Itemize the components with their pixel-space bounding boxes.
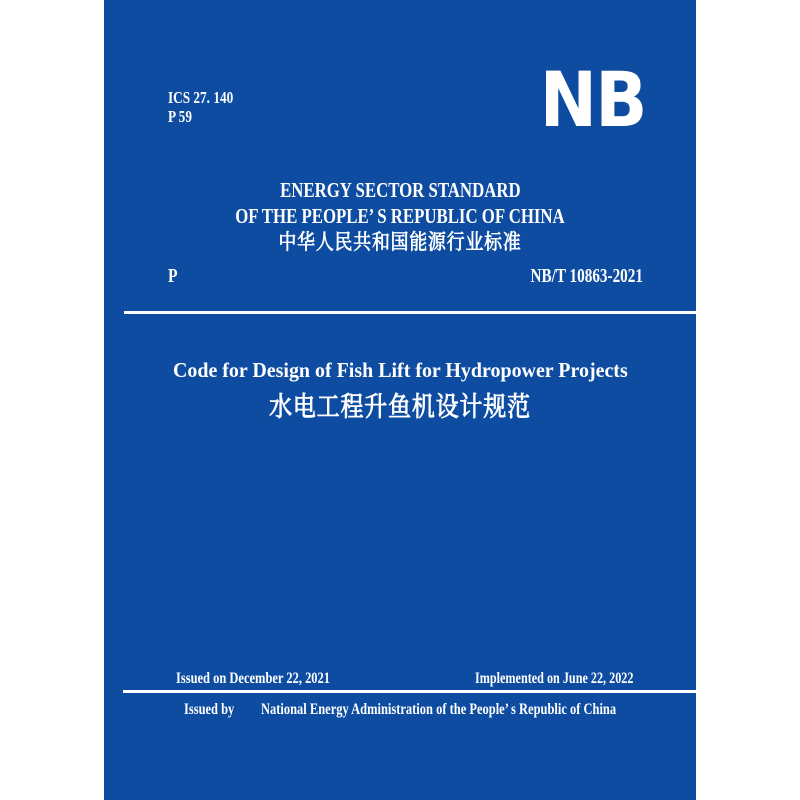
standard-name-en-line1: ENERGY SECTOR STANDARD [279, 178, 521, 202]
standard-name-block [104, 177, 696, 255]
standard-number: NB/T 10863-2021 [530, 265, 643, 287]
issued-by-label: Issued by [184, 701, 235, 718]
category-code: P [168, 265, 178, 287]
doc-class-code: P 59 [168, 107, 192, 126]
standard-name-cn: 中华人民共和国能源行业标准 [278, 230, 522, 254]
title-block [104, 357, 696, 423]
standard-name-en-line2: OF THE PEOPLE’ S REPUBLIC OF CHINA [235, 204, 565, 228]
ics-block [168, 88, 252, 126]
issued-by-row [184, 700, 696, 720]
title-en: Code for Design of Fish Lift for Hydropower Projects [172, 358, 628, 382]
dates-row [176, 669, 633, 689]
nb-logo: NB [540, 55, 646, 144]
standard-cover-panel [104, 0, 696, 800]
issued-on-date: Issued on December 22, 2021 [176, 670, 331, 687]
implemented-on-date: Implemented on June 22, 2022 [474, 670, 633, 687]
top-divider-line [124, 311, 696, 314]
ics-code: ICS 27. 140 [168, 88, 234, 107]
code-row [168, 264, 643, 288]
issued-by-org: National Energy Administration of the People’ s Republic of China [261, 701, 617, 718]
title-cn: 水电工程升鱼机设计规范 [269, 392, 531, 422]
bottom-divider-line [123, 690, 696, 693]
